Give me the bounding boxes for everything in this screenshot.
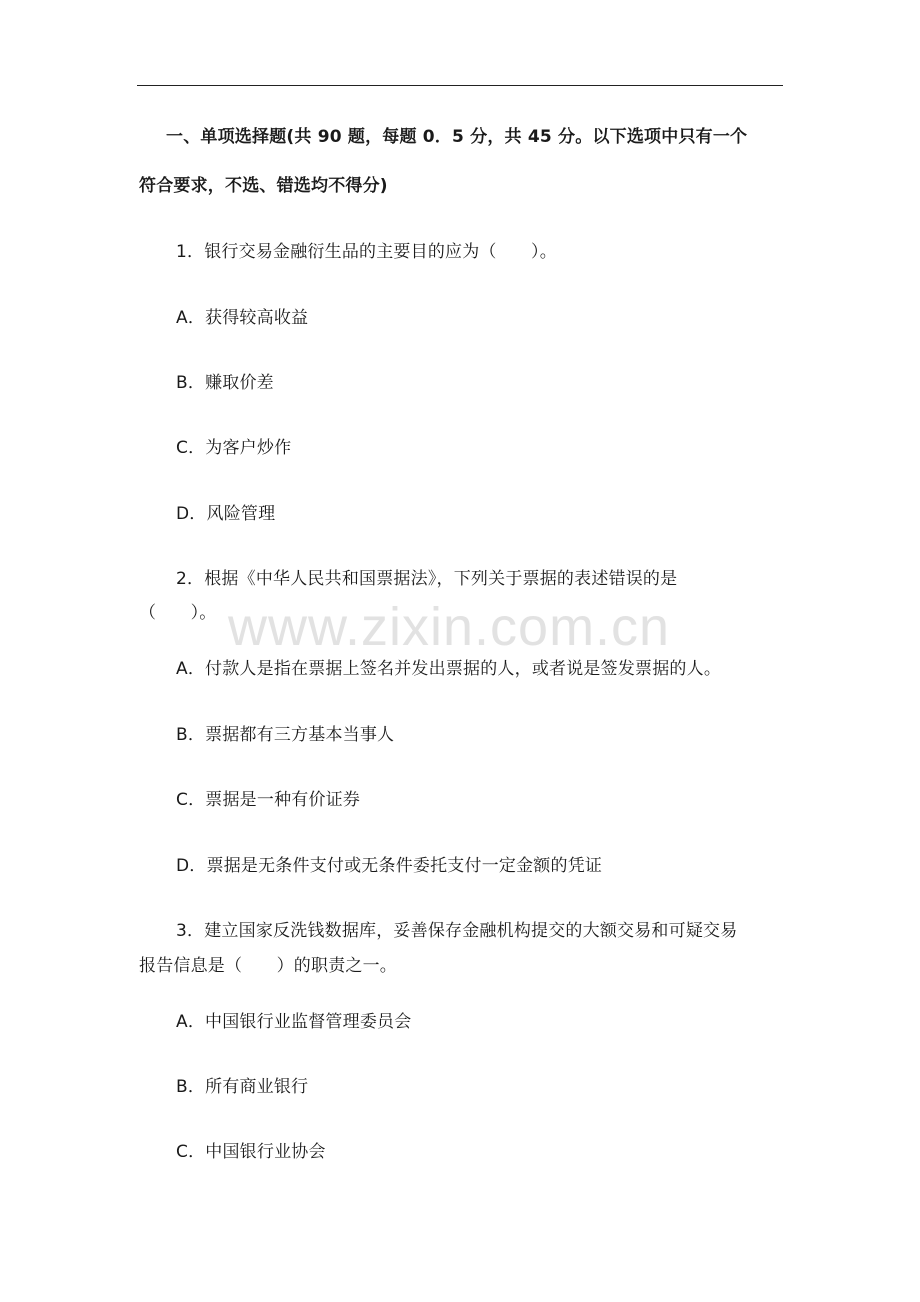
- question-1-option-c: C．为客户炒作: [176, 438, 292, 458]
- question-1-option-d: D．风险管理: [176, 504, 276, 524]
- question-2-option-d: D．票据是无条件支付或无条件委托支付一定金额的凭证: [176, 856, 603, 876]
- question-3-stem-line-1: 3．建立国家反洗钱数据库，妥善保存金融机构提交的大额交易和可疑交易: [176, 921, 738, 941]
- question-2-option-b: B．票据都有三方基本当事人: [176, 725, 395, 745]
- question-2-option-a: A．付款人是指在票据上签名并发出票据的人，或者说是签发票据的人。: [176, 659, 722, 679]
- section-header-line-2: 符合要求，不选、错选均不得分): [139, 176, 388, 196]
- question-2-stem-line-2: （ ）。: [139, 603, 217, 623]
- question-3-option-a: A．中国银行业监督管理委员会: [176, 1012, 412, 1032]
- question-2-stem-line-1: 2．根据《中华人民共和国票据法》，下列关于票据的表述错误的是: [176, 569, 678, 589]
- question-1-option-a: A．获得较高收益: [176, 308, 309, 328]
- question-3-option-c: C．中国银行业协会: [176, 1142, 326, 1162]
- section-header-line-1: 一、单项选择题(共 90 题，每题 0．5 分，共 45 分。以下选项中只有一个: [166, 127, 748, 147]
- watermark: www.zixin.com.cn: [228, 597, 671, 657]
- question-1-stem: 1．银行交易金融衍生品的主要目的应为（ ）。: [176, 242, 557, 262]
- question-3-stem-line-2: 报告信息是（ ）的职责之一。: [139, 956, 397, 976]
- header-rule: [137, 85, 783, 86]
- question-2-option-c: C．票据是一种有价证券: [176, 790, 361, 810]
- question-1-option-b: B．赚取价差: [176, 373, 274, 393]
- question-3-option-b: B．所有商业银行: [176, 1077, 309, 1097]
